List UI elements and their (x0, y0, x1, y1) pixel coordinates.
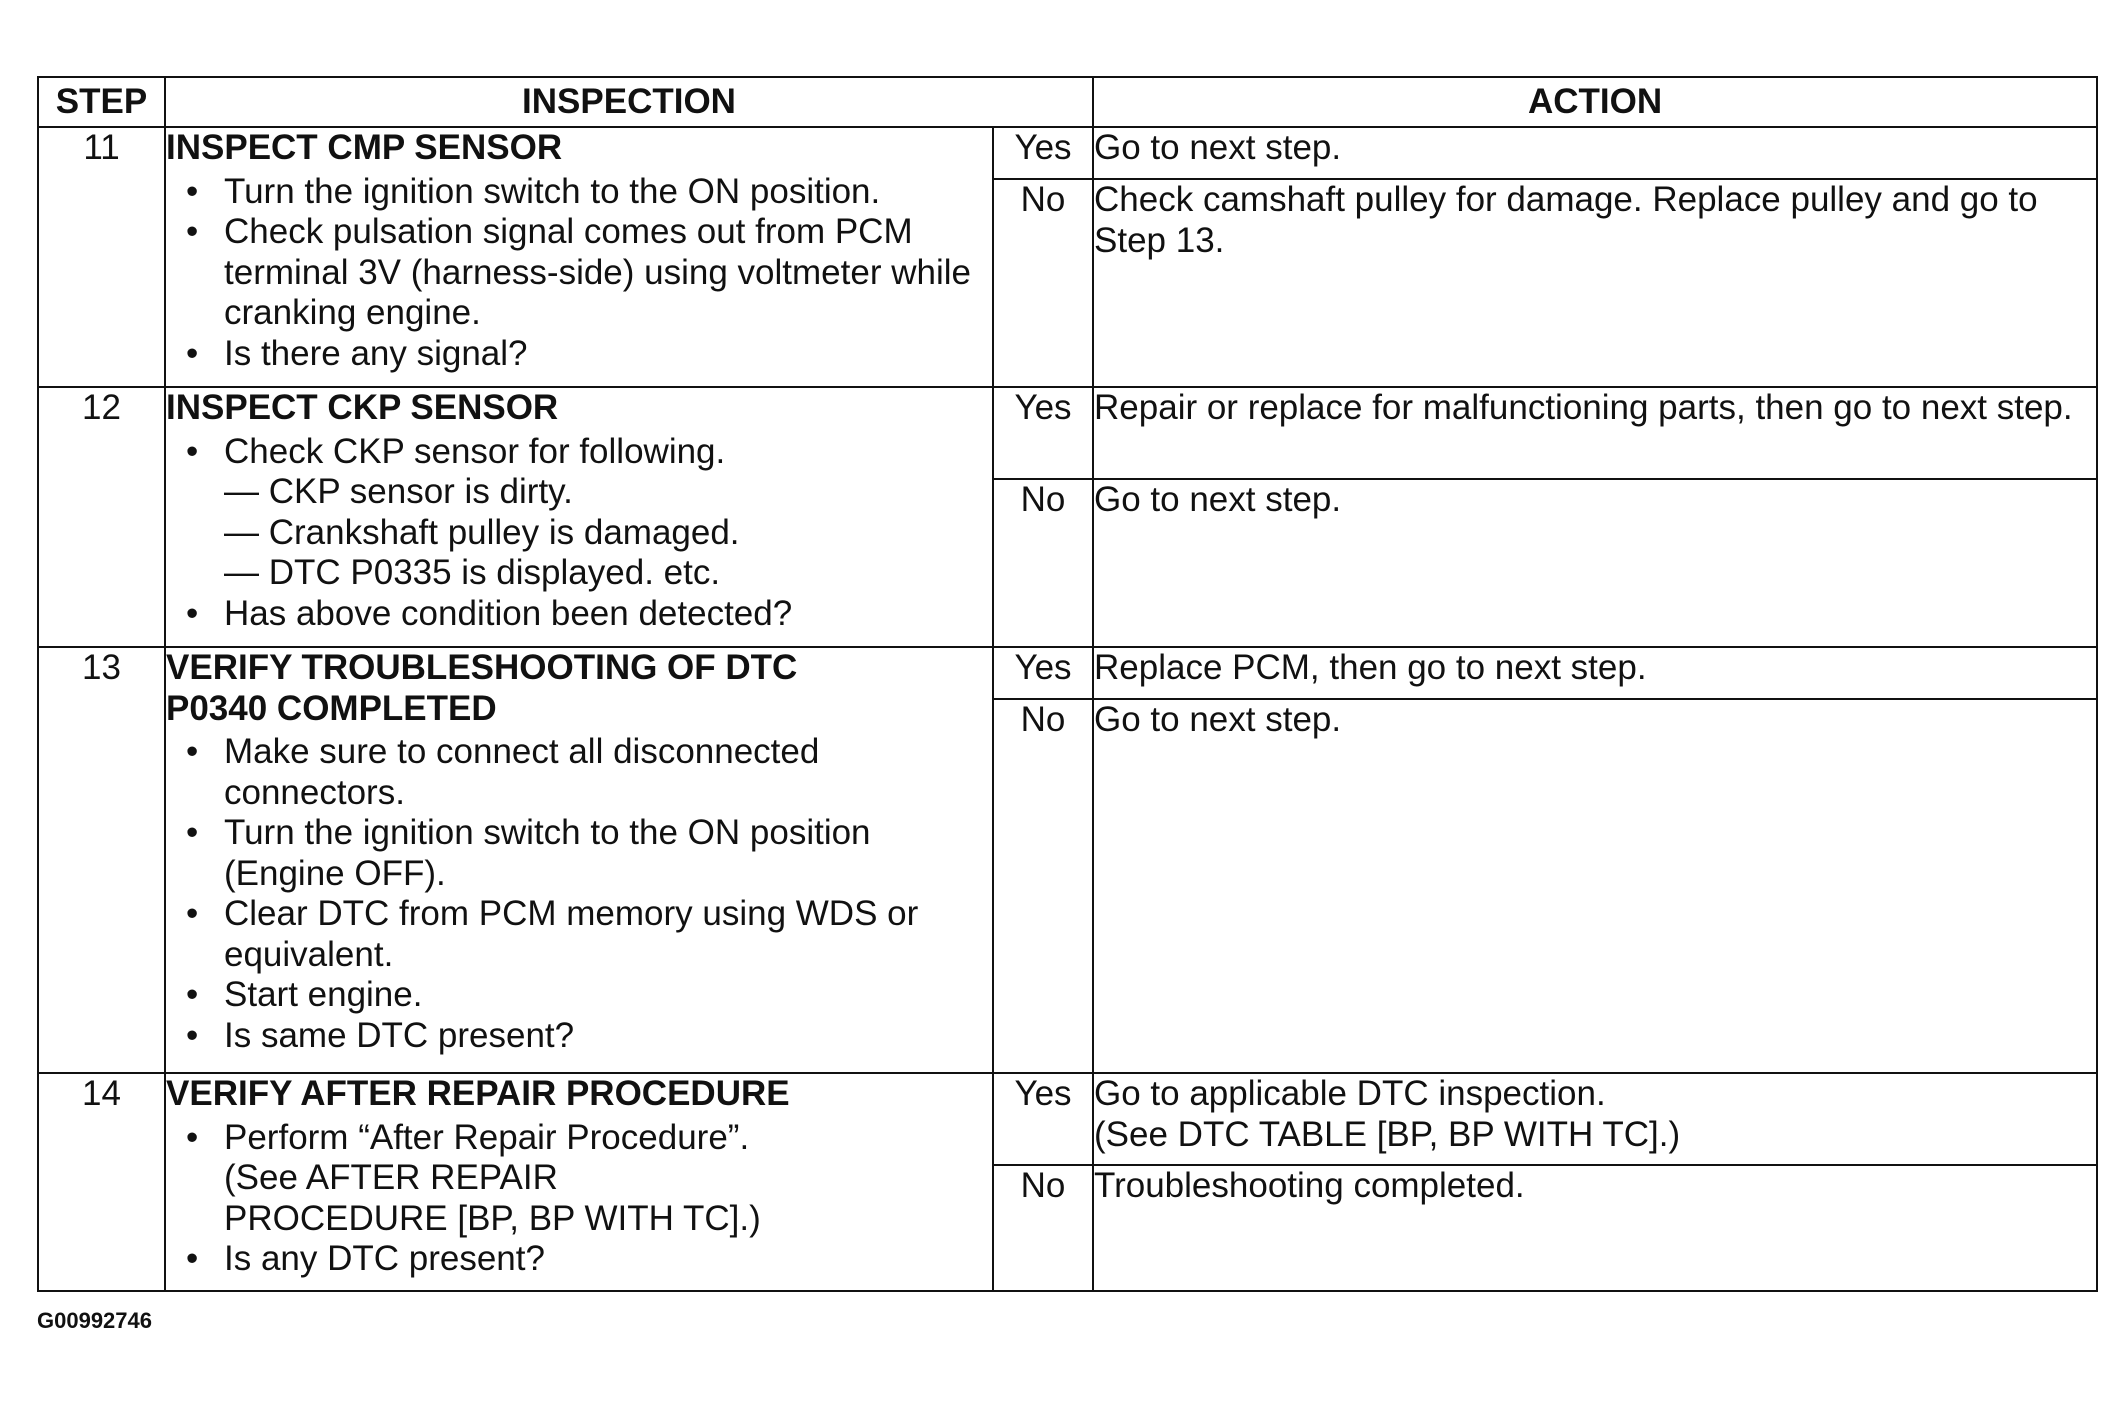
bullet-item: • Check pulsation signal comes out from PCM terminal 3V (harness-side) using voltmeter while cranking engine. (166, 212, 992, 334)
bullet-text: • Perform “After Repair Procedure”. (224, 1117, 750, 1157)
inspection-title: INSPECT CKP SENSOR (166, 388, 559, 427)
no-label: No (993, 179, 1093, 387)
inspection-title: VERIFY TROUBLESHOOTING OF DTC P0340 COMPLETED (166, 648, 798, 728)
bullet-item: • Turn the ignition switch to the ON position. (166, 172, 992, 213)
yes-label: Yes (993, 387, 1093, 479)
inspection-cell (165, 647, 993, 1073)
step-row-yes (38, 647, 2097, 699)
no-action: Go to next step. (1093, 479, 2097, 647)
step-row-yes (38, 127, 2097, 179)
no-label: No (993, 479, 1093, 647)
inspection-bullets (166, 732, 992, 1056)
step-row-yes (38, 1073, 2097, 1165)
diagnostic-table (37, 76, 2098, 1292)
header-step: STEP (38, 77, 165, 127)
bullet-item: • Clear DTC from PCM memory using WDS or equivalent. (166, 894, 992, 975)
sub-item: — Crankshaft pulley is damaged. (224, 512, 740, 552)
bullet-item: • Is any DTC present? (166, 1239, 992, 1280)
header-inspection: INSPECTION (165, 77, 1093, 127)
inspection-bullets (166, 172, 992, 375)
inspection-title: VERIFY AFTER REPAIR PROCEDURE (166, 1074, 790, 1113)
inspection-bullets (166, 432, 992, 635)
yes-label: Yes (993, 127, 1093, 179)
step-number: 12 (38, 387, 165, 647)
inspection-cell (165, 1073, 993, 1291)
yes-action: Go to next step. (1093, 127, 2097, 179)
yes-action: Go to applicable DTC inspection. (1094, 1074, 1606, 1113)
bullet-text: • Check CKP sensor for following. (224, 431, 726, 471)
inspection-cell (165, 387, 993, 647)
inspection-title: INSPECT CMP SENSOR (166, 128, 563, 167)
no-label: No (993, 699, 1093, 1073)
inspection-bullets (166, 1118, 992, 1280)
no-action: Check camshaft pulley for damage. Replace pulley and go to Step 13. (1093, 179, 2097, 387)
step-number: 13 (38, 647, 165, 1073)
sub-item: (See AFTER REPAIR (224, 1158, 558, 1197)
sub-item: PROCEDURE [BP, BP WITH TC].) (224, 1198, 761, 1238)
bullet-item: • Start engine. (166, 975, 992, 1016)
yes-action-cell (1093, 1073, 2097, 1165)
bullet-item: • Make sure to connect all disconnected connectors. (166, 732, 992, 813)
bullet-item: • Turn the ignition switch to the ON position (Engine OFF). (166, 813, 992, 894)
bullet-item: • Is same DTC present? (166, 1016, 992, 1057)
yes-action-note: (See DTC TABLE [BP, BP WITH TC].) (1094, 1114, 1681, 1154)
bullet-item: • Is there any signal? (166, 334, 992, 375)
header-row (38, 77, 2097, 127)
no-action: Troubleshooting completed. (1093, 1165, 2097, 1291)
step-number: 14 (38, 1073, 165, 1291)
bullet-item (166, 1118, 992, 1240)
step-number: 11 (38, 127, 165, 387)
bullet-item: • Has above condition been detected? (166, 594, 992, 635)
header-action: ACTION (1093, 77, 2097, 127)
step-row-yes (38, 387, 2097, 479)
figure-id: G00992746 (37, 1308, 152, 1333)
yes-action: Replace PCM, then go to next step. (1093, 647, 2097, 699)
yes-action: Repair or replace for malfunctioning parts, then go to next step. (1093, 387, 2097, 479)
inspection-cell (165, 127, 993, 387)
sub-item: — CKP sensor is dirty. (224, 472, 573, 511)
no-label: No (993, 1165, 1093, 1291)
no-action: Go to next step. (1093, 699, 2097, 1073)
yes-label: Yes (993, 647, 1093, 699)
yes-label: Yes (993, 1073, 1093, 1165)
bullet-item (166, 432, 992, 594)
sub-item: — DTC P0335 is displayed. etc. (224, 553, 721, 592)
